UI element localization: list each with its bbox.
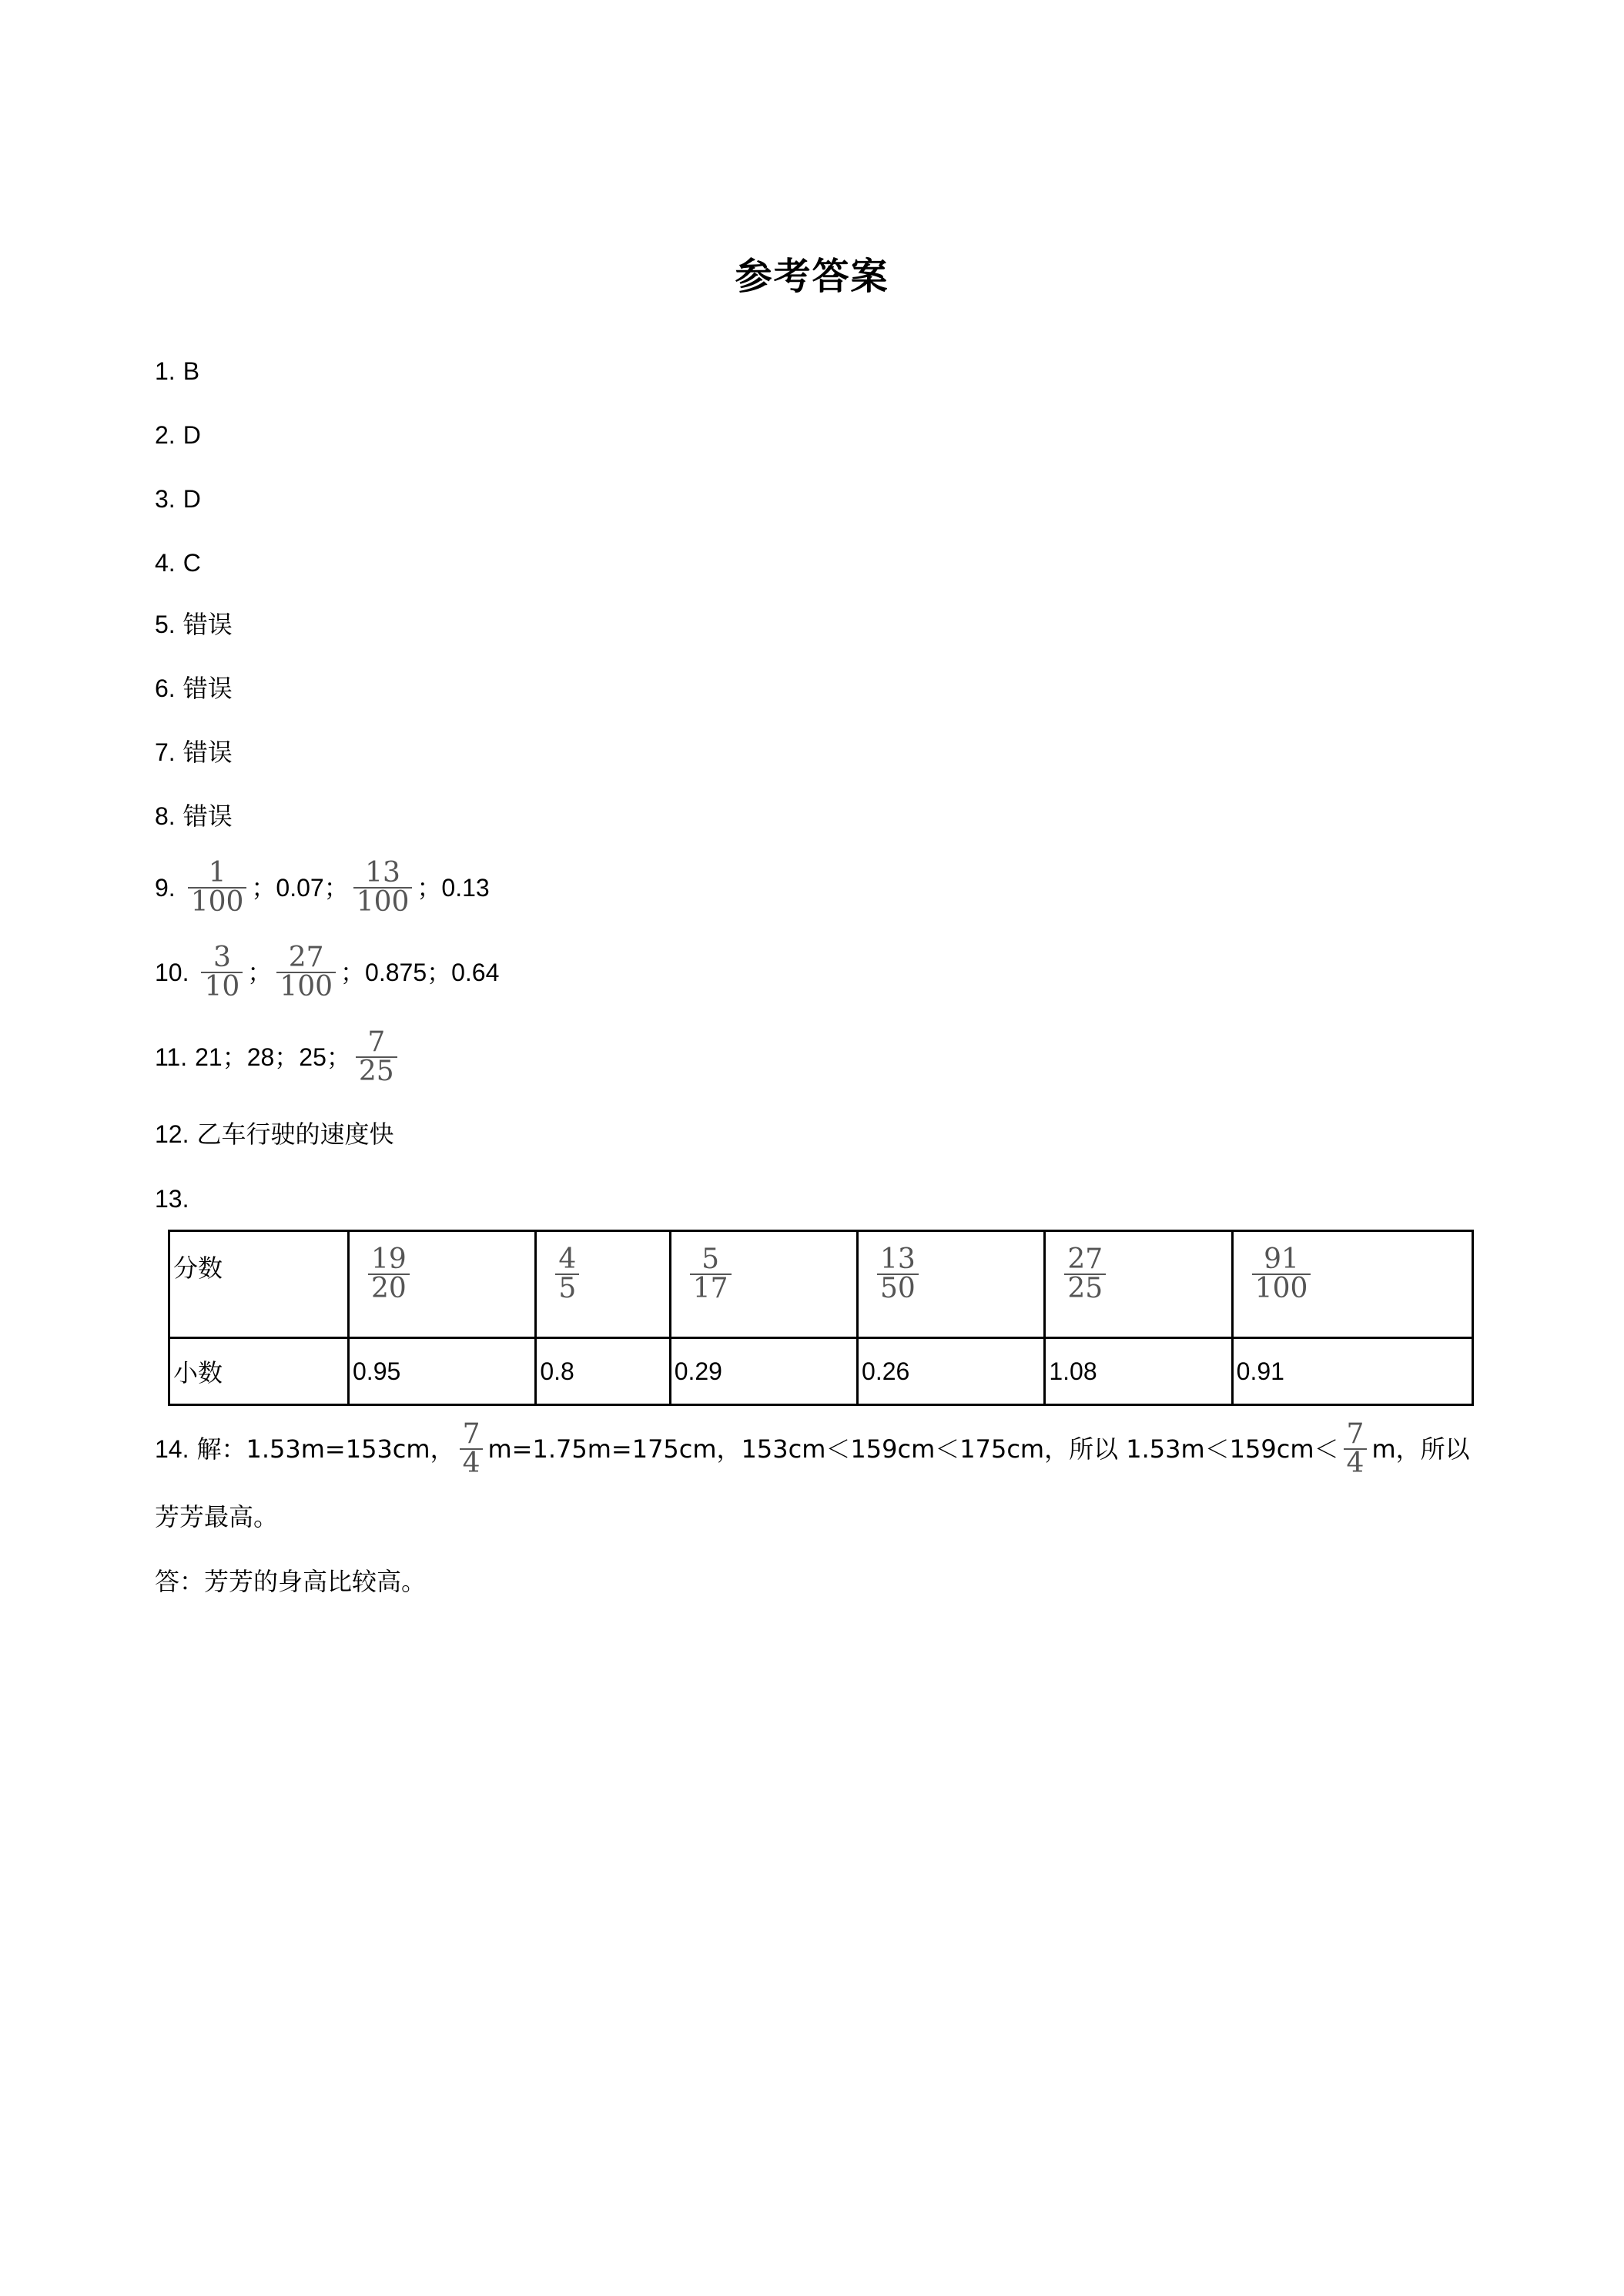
answer-line-11	[155, 1026, 402, 1087]
answer-line	[155, 609, 233, 640]
answer-line-9	[155, 859, 490, 916]
answer-line	[155, 356, 199, 387]
answer-text: D	[182, 421, 201, 449]
answer-text: ；0.13	[417, 874, 490, 902]
answer-line	[155, 484, 201, 514]
answer-line	[155, 420, 201, 450]
fraction-numerator: 13	[365, 857, 400, 889]
conversion-table	[168, 1230, 1474, 1406]
fraction	[356, 1026, 397, 1087]
table-cell	[1045, 1231, 1232, 1338]
fraction-denominator: 25	[1064, 1274, 1106, 1303]
table-cell	[1232, 1231, 1472, 1338]
fraction	[460, 1418, 484, 1479]
answer-line-10	[155, 944, 499, 1001]
table-cell: 0.95	[349, 1338, 536, 1405]
fraction	[1064, 1243, 1106, 1304]
table-cell	[349, 1231, 536, 1338]
table-row	[169, 1231, 1473, 1338]
fraction	[1344, 1418, 1368, 1479]
fraction	[353, 859, 413, 916]
fraction-denominator: 25	[356, 1056, 397, 1086]
table-cell: 0.91	[1232, 1338, 1472, 1405]
fraction-numerator: 91	[1264, 1243, 1299, 1275]
fraction-numerator: 13	[880, 1243, 916, 1275]
row-label-decimal: 小数	[169, 1338, 349, 1405]
answer-number: 13.	[155, 1185, 189, 1213]
answer-text: C	[182, 549, 201, 577]
fraction	[276, 944, 336, 1001]
answer-line	[155, 801, 233, 832]
table-cell	[536, 1231, 670, 1338]
answer-number: 10.	[155, 959, 189, 986]
answer-text-continued: 芳芳最高。	[155, 1502, 279, 1531]
fraction	[368, 1243, 410, 1304]
fraction-numerator: 3	[213, 942, 231, 973]
fraction-numerator: 27	[288, 942, 324, 973]
fraction-denominator: 17	[690, 1274, 732, 1303]
answer-text: D	[182, 485, 201, 513]
table-cell: 0.29	[670, 1338, 857, 1405]
table-cell: 1.08	[1045, 1338, 1232, 1405]
fraction-denominator: 50	[877, 1274, 919, 1303]
answer-text: 错误	[182, 610, 233, 639]
fraction-numerator: 27	[1067, 1243, 1103, 1275]
answer-number: 9.	[155, 874, 176, 902]
fraction-denominator: 5	[555, 1274, 579, 1303]
answer-line	[155, 547, 201, 578]
page-title: 参考答案	[735, 255, 889, 298]
fraction-denominator: 20	[368, 1274, 410, 1303]
answer-number: 3.	[155, 485, 176, 513]
answer-line-13	[155, 1183, 196, 1214]
fraction	[555, 1243, 579, 1304]
fraction-numerator: 7	[462, 1418, 481, 1450]
answer-text: ；0.07；	[251, 874, 349, 902]
fraction	[1252, 1243, 1311, 1304]
answer-text: B	[182, 357, 200, 385]
fraction	[201, 944, 243, 1001]
answer-number: 4.	[155, 549, 176, 577]
fraction-denominator: 100	[188, 887, 247, 916]
answer-line-14	[155, 1418, 1470, 1479]
fraction-denominator: 100	[353, 887, 413, 916]
table-cell: 0.26	[858, 1338, 1045, 1405]
fraction-numerator: 5	[702, 1243, 720, 1275]
answer-text: 错误	[182, 738, 233, 767]
answer-line	[155, 673, 233, 704]
answer-text: 错误	[182, 674, 233, 703]
answer-number: 1.	[155, 357, 176, 385]
fraction-denominator: 10	[201, 972, 243, 1001]
fraction-denominator: 100	[1252, 1274, 1311, 1303]
answer-text: ；	[247, 959, 273, 986]
answer-number: 2.	[155, 421, 176, 449]
table-row	[169, 1338, 1473, 1405]
fraction-numerator: 4	[558, 1243, 577, 1275]
table-cell	[670, 1231, 857, 1338]
answer-number: 12.	[155, 1120, 189, 1148]
fraction-numerator: 7	[367, 1026, 386, 1058]
answer-text: 错误	[182, 802, 233, 831]
fraction-numerator: 7	[1346, 1418, 1364, 1450]
answer-text: m=1.75m=175cm，153cm＜159cm＜175cm，所以 1.53m＜159cm＜	[487, 1434, 1339, 1464]
answer-number: 8.	[155, 802, 176, 830]
answer-text: 解：1.53m=153cm，	[196, 1434, 455, 1464]
answer-text: 21；28；25；	[195, 1043, 351, 1071]
fraction-denominator: 100	[276, 972, 336, 1001]
answer-number: 14.	[155, 1435, 189, 1463]
fraction-denominator: 4	[460, 1448, 484, 1478]
fraction	[188, 859, 247, 916]
fraction	[877, 1243, 919, 1304]
final-answer: 答：芳芳的身高比较高。	[155, 1567, 427, 1596]
fraction-denominator: 4	[1344, 1448, 1368, 1478]
answer-text: ；0.875；0.64	[340, 959, 500, 986]
row-label-fraction: 分数	[169, 1231, 349, 1338]
answer-text: m，所以	[1371, 1434, 1470, 1464]
table-cell: 0.8	[536, 1338, 670, 1405]
answer-number: 11.	[155, 1043, 188, 1071]
answer-line-12	[155, 1119, 394, 1150]
answer-number: 7.	[155, 738, 176, 766]
answer-text: 乙车行驶的速度快	[196, 1120, 394, 1149]
fraction	[690, 1243, 732, 1304]
fraction-numerator: 19	[371, 1243, 407, 1275]
answer-number: 5.	[155, 611, 176, 638]
table-cell	[858, 1231, 1045, 1338]
answer-line	[155, 737, 233, 768]
fraction-numerator: 1	[208, 857, 226, 889]
answer-number: 6.	[155, 674, 176, 702]
